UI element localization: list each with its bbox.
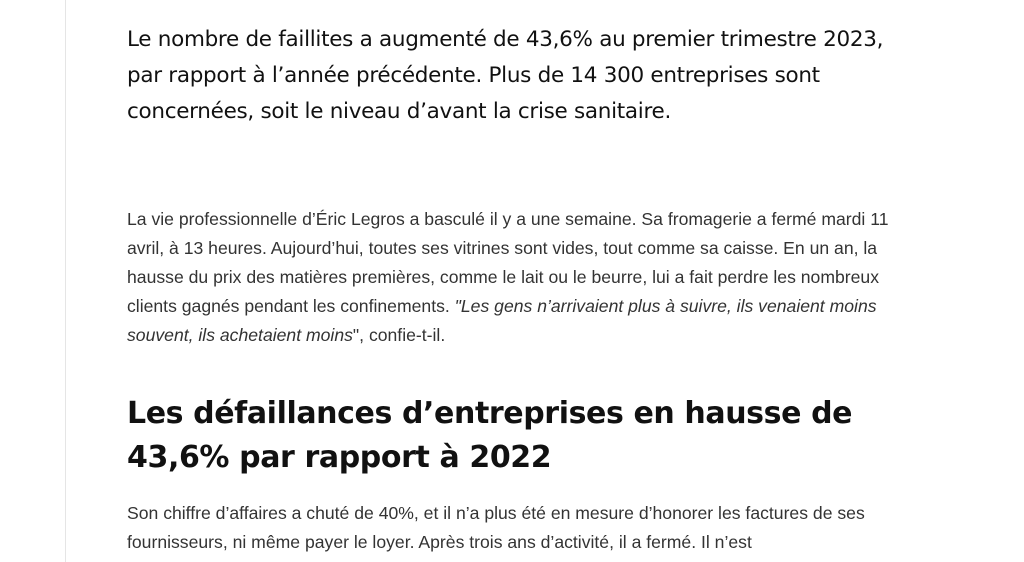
article-paragraph [127,205,927,350]
left-divider [65,0,66,562]
section-heading: Les défaillances d’entreprises en hausse de 43,6% par rapport à 2022 [127,396,853,475]
quote-text: "Les gens n’arrivaient plus à suivre, ils venaient moins souvent, ils achetaient moins [127,296,877,345]
article-lead: Le nombre de faillites a augmenté de 43,6% au premier trimestre 2023, par rapport à l’année précédente. Plus de 14 300 entreprises sont concernées, soit le niveau d’avant la crise sanitaire. [127,27,884,124]
quote-attribution: ", confie-t-il. [352,325,446,345]
paragraph-text: La vie professionnelle d’Éric Legros a basculé il y a une semaine. Sa fromagerie a fermé mardi 11 avril, à 13 heures. Aujourd’hui, toutes ses vitrines sont vides, tout comme sa caisse. En un an, la hausse du prix des matières premières, comme le lait ou le beurre, lui a fait perdre les nombreux clients gagnés pendant les confinements. [127,209,889,316]
article-paragraph: Son chiffre d’affaires a chuté de 40%, et il n’a plus été en mesure d’honorer les factures de ses fournisseurs, ni même payer le loyer. Après trois ans d’activité, il a fermé. Il n’est [127,503,865,552]
